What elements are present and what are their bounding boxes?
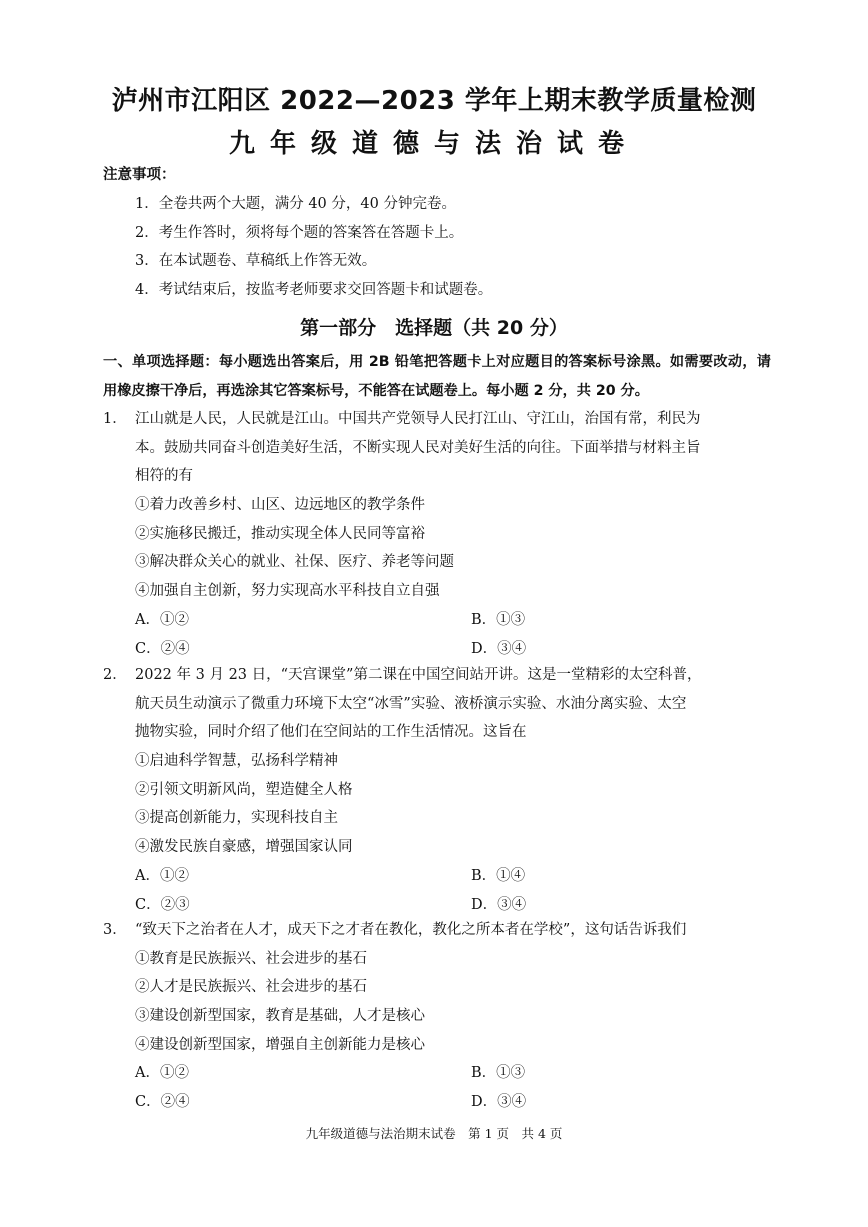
answer-choice-a: A．①② [135,611,189,628]
stem-line: 航天员生动演示了微重力环境下太空“冰雪”实验、液桥演示实验、水油分离实验、太空 [135,695,687,712]
question-number: 2． [103,667,127,683]
answer-choice-a: A．①② [135,867,189,884]
answer-choice-b: B．①③ [471,1065,526,1082]
statement-option: ①着力改善乡村、山区、边远地区的教学条件 [135,497,425,514]
answer-choices-row [103,891,771,920]
answer-choices-row [103,1059,771,1088]
question-stem [103,916,771,945]
statement-option: ②引领文明新风尚，塑造健全人格 [135,781,353,798]
section-instruction: 一、单项选择题：每小题选出答案后，用 2B 铅笔把答题卡上对应题目的答案标号涂黑。如需要改动，请用橡皮擦干净后，再选涂其它答案标号，不能答在试题卷上。每小题 2 分，共 20 分。 [103,354,771,399]
notice-item: 2．考生作答时，须将每个题的答案答在答题卡上。 [135,224,464,241]
answer-choice-a: A．①② [135,1065,189,1082]
answer-choices-row [103,635,771,664]
answer-choice-d: D．③④ [471,640,527,657]
answer-choice-c: C．②③ [135,896,190,913]
page-footer: 九年级道德与法治期末试卷 第 1 页 共 4 页 [305,1126,563,1141]
answer-choices-row [103,606,771,635]
exam-subtitle: 九年级道德与法治试卷 [228,129,639,159]
notice-item: 1．全卷共两个大题，满分 40 分，40 分钟完卷。 [135,196,456,212]
question-number: 3． [103,922,127,938]
notice-item: 3．在本试题卷、草稿纸上作答无效。 [135,253,377,270]
question-3 [103,916,771,1117]
stem-line: 2022 年 3 月 23 日，“天宫课堂”第二课在中国空间站开讲。这是一堂精彩的太空科普， [135,667,702,683]
stem-line: 江山就是人民，人民就是江山。中国共产党领导人民打江山、守江山，治国有常，利民为 [135,411,701,427]
question-1 [103,405,771,663]
exam-title: 泸州市江阳区 2022—2023 学年上期末教学质量检测 [111,86,757,116]
statement-option: ③建设创新型国家，教育是基础，人才是核心 [135,1008,425,1025]
answer-choice-c: C．②④ [135,640,190,657]
statement-option: ②人才是民族振兴、社会进步的基石 [135,979,367,996]
statement-option: ①教育是民族振兴、社会进步的基石 [135,950,367,967]
statement-option: ④加强自主创新，努力实现高水平科技自立自强 [135,583,440,600]
answer-choice-d: D．③④ [471,1094,527,1111]
question-2 [103,661,771,919]
question-stem [103,661,771,747]
stem-line: 抛物实验，同时介绍了他们在空间站的工作生活情况。这旨在 [135,724,527,741]
statement-option: ④激发民族自豪感，增强国家认同 [135,839,353,856]
statement-option: ③提高创新能力，实现科技自主 [135,810,338,827]
notice-list [135,190,492,305]
stem-line: 本。鼓励共同奋斗创造美好生活，不断实现人民对美好生活的向往。下面举措与材料主旨 [135,439,701,456]
part-title: 第一部分 选择题（共 20 分） [300,317,568,339]
question-stem [103,405,771,491]
question-number: 1． [103,411,127,427]
answer-choices-row [103,1088,771,1117]
answer-choices-row [103,862,771,891]
answer-choice-b: B．①③ [471,611,526,628]
statement-option: ③解决群众关心的就业、社保、医疗、养老等问题 [135,554,454,571]
answer-choice-d: D．③④ [471,896,527,913]
answer-choice-b: B．①④ [471,867,526,884]
stem-line: “致天下之治者在人才，成天下之才者在教化，教化之所本者在学校”，这句话告诉我们 [135,922,687,938]
notice-item: 4．考试结束后，按监考老师要求交回答题卡和试题卷。 [135,282,493,299]
answer-choice-c: C．②④ [135,1094,190,1111]
statement-option: ①启迪科学智慧，弘扬科学精神 [135,753,338,770]
statement-option: ②实施移民搬迁，推动实现全体人民同等富裕 [135,525,425,542]
notice-heading: 注意事项： [103,167,176,183]
statement-option: ④建设创新型国家，增强自主创新能力是核心 [135,1036,425,1053]
stem-line: 相符的有 [135,468,193,485]
